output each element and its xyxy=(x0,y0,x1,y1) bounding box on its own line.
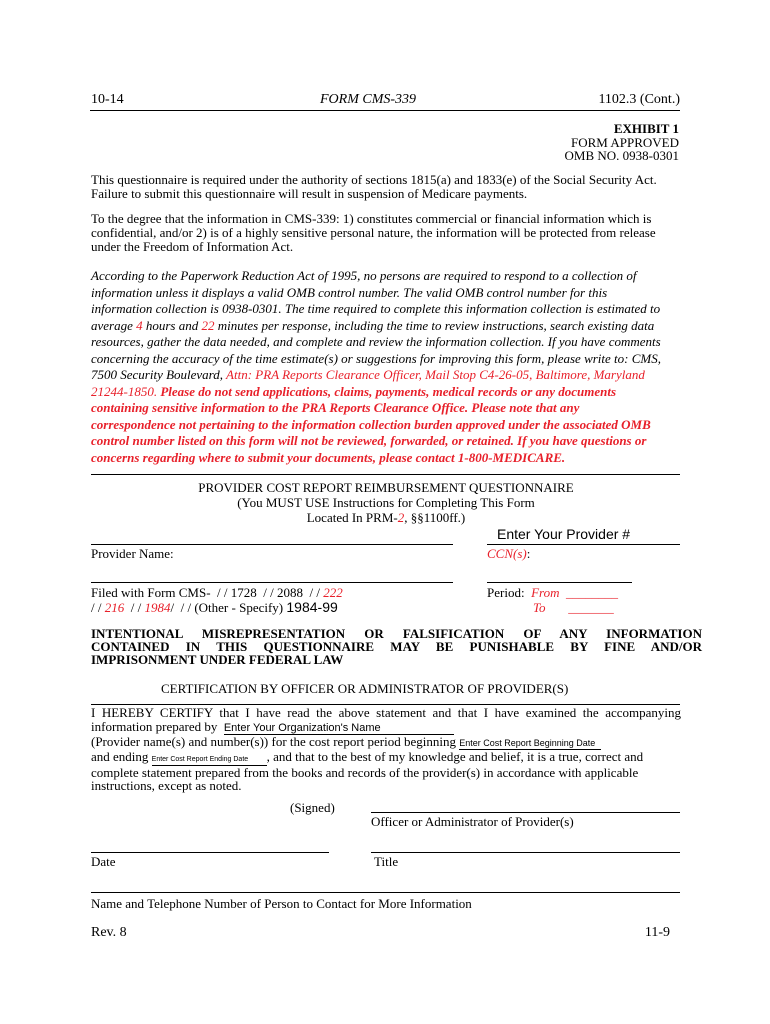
header-left: 10-14 xyxy=(91,92,124,107)
form-216: 216 xyxy=(104,600,125,615)
footer-page: 11-9 xyxy=(644,925,670,940)
pra-line-9: containing sensitive information to the PRA Reports Clearance Office. Please note that any xyxy=(91,400,580,415)
period-to-label: To xyxy=(533,600,546,615)
pra-line-10: correspondence not pertaining to the information collection burden approved under the associated OMB xyxy=(91,416,651,432)
pra-line-2: information unless it displays a valid OMB control number. The valid OMB control number for this xyxy=(91,284,608,300)
confidentiality-line-1: To the degree that the information in CMS-339: 1) constitutes commercial or financial information which is xyxy=(91,211,652,226)
provider-name-line xyxy=(91,544,453,545)
period-top-line xyxy=(487,582,632,583)
checkbox-1728[interactable]: / / xyxy=(217,585,228,600)
warning-statement xyxy=(91,627,702,653)
period-from-input[interactable]: ________ xyxy=(565,585,618,600)
confidentiality-line-3: under the Freedom of Information Act. xyxy=(91,239,294,254)
ccn-label xyxy=(487,546,530,561)
cert-line-4-b: , and that to the best of my knowledge and belief, it is a true, correct and xyxy=(266,748,644,764)
pra-line-5: resources, gather the data needed, and complete and review the information collection. If you have comments xyxy=(91,334,661,349)
cert-line-2-text: information prepared by xyxy=(91,718,218,734)
cert-line-3-text: (Provider name(s) and number(s)) for the cost report period beginning xyxy=(91,733,456,749)
organization-name-input[interactable]: Enter Your Organization's Name xyxy=(224,723,454,735)
cert-line-2 xyxy=(91,720,681,735)
cert-line-5: complete statement prepared from the books and records of the provider(s) in accordance with applicable xyxy=(91,764,639,780)
contact-label: Name and Telephone Number of Person to Contact for More Information xyxy=(91,896,472,911)
filed-label: Filed with Form CMS- xyxy=(91,585,211,600)
filed-line-2: / / 216 / / 1984/ / / (Other - Specify) 1984-99 xyxy=(91,599,338,615)
cert-line-1: I HEREBY CERTIFY that I have read the above statement and that I have examined the accompanying xyxy=(91,705,681,720)
date-line[interactable] xyxy=(91,852,329,853)
form-approved: FORM APPROVED xyxy=(570,135,679,150)
confidentiality-line-2: confidential, and/or 2) is of a highly sensitive personal nature, the information will be protected from release xyxy=(91,225,656,240)
cert-line-6: instructions, except as noted. xyxy=(91,778,242,794)
questionnaire-title: PROVIDER COST REPORT REIMBURSEMENT QUESTIONNAIRE xyxy=(198,480,574,495)
header-rule xyxy=(90,110,680,111)
pra-line-8-b: Please do not send applications, claims, payments, medical records or any documents xyxy=(160,383,617,399)
contact-line[interactable] xyxy=(91,892,680,893)
pra-line-8 xyxy=(91,384,681,401)
pra-line-6: concerning the accuracy of the time estimate(s) or suggestions for improving this form, please write to: CMS, xyxy=(91,350,661,366)
pra-divider xyxy=(91,474,680,475)
provider-name-label: Provider Name: xyxy=(91,546,174,561)
pra-paragraph xyxy=(91,268,681,466)
questionnaire-heading xyxy=(91,480,681,525)
form-222: 222 xyxy=(323,585,343,600)
location-suffix: , §§1100ff.) xyxy=(404,510,466,525)
officer-label: Officer or Administrator of Provider(s) xyxy=(371,814,574,829)
pra-line-11: control number listed on this form will not be reviewed, forwarded, or retained. If you have questions or xyxy=(91,433,647,448)
pra-line-4-b: hours and xyxy=(142,317,202,333)
warning-line-2: CONTAINED IN THIS QUESTIONNAIRE MAY BE PUNISHABLE BY FINE AND/OR xyxy=(91,639,702,654)
period-to-row xyxy=(533,600,614,615)
form-1984: 1984 xyxy=(144,600,171,615)
checkbox-2088[interactable]: / / xyxy=(263,585,274,600)
pra-line-3: information collection is 0938-0301. The time required to complete this information collection is estimated to xyxy=(91,301,661,316)
provider-ccn-input[interactable]: Enter Your Provider # xyxy=(497,526,631,542)
checkbox-216[interactable]: / / xyxy=(91,600,102,615)
certification-body xyxy=(91,706,681,793)
other-specify: (Other - Specify) xyxy=(194,600,284,615)
pra-minutes: 22 xyxy=(201,317,215,333)
date-label: Date xyxy=(91,854,116,869)
period-from-label: From xyxy=(531,585,560,600)
other-specify-input[interactable]: 1984-99 xyxy=(286,599,338,615)
ccn-label-text: CCN(s) xyxy=(487,546,527,561)
period-row xyxy=(487,585,618,600)
period-begin-input[interactable]: Enter Cost Report Beginning Date xyxy=(459,738,601,750)
omb-number: OMB NO. 0938-0301 xyxy=(564,148,679,163)
checkbox-1984[interactable]: / / xyxy=(130,600,142,615)
checkbox-other[interactable]: / / xyxy=(180,600,192,615)
header-form-title: FORM CMS-339 xyxy=(320,92,417,107)
warning-line-3: IMPRISONMENT UNDER FEDERAL LAW xyxy=(91,652,344,667)
cert-line-4 xyxy=(91,750,681,766)
title-label: Title xyxy=(374,854,399,869)
pra-line-4-c: minutes per response, including the time to review instructions, search existing data xyxy=(214,317,655,333)
pra-line-4 xyxy=(91,318,681,335)
authority-paragraph xyxy=(91,173,681,201)
pra-line-7 xyxy=(91,367,681,384)
authority-line-2: Failure to submit this questionnaire will result in suspension of Medicare payments. xyxy=(91,186,528,201)
exhibit-title: EXHIBIT 1 xyxy=(613,121,679,136)
pra-line-4-a: average xyxy=(91,317,137,333)
footer-revision: Rev. 8 xyxy=(91,925,127,940)
location-number: 2 xyxy=(397,510,405,525)
pra-line-8-a: 21244-1850. xyxy=(91,383,161,399)
pra-line-7-a: 7500 Security Boulevard, xyxy=(91,367,227,382)
location-prefix: Located In PRM- xyxy=(306,510,398,525)
period-end-input[interactable]: Enter Cost Report Ending Date xyxy=(152,754,267,766)
signed-label: (Signed) xyxy=(290,800,335,815)
period-to-input[interactable]: _______ xyxy=(568,600,614,615)
form-2088: 2088 xyxy=(277,585,304,600)
officer-signature-line[interactable] xyxy=(371,812,680,813)
header-right: 1102.3 (Cont.) xyxy=(598,92,680,107)
ccn-colon: : xyxy=(526,546,531,561)
filed-top-line xyxy=(91,582,453,583)
questionnaire-instructions: (You MUST USE Instructions for Completing This Form xyxy=(237,495,535,510)
questionnaire-location xyxy=(91,510,681,525)
certification-title: CERTIFICATION BY OFFICER OR ADMINISTRATOR OF PROVIDER(S) xyxy=(161,681,569,696)
confidentiality-paragraph xyxy=(91,212,681,254)
filed-line-1 xyxy=(91,585,343,600)
period-label: Period: xyxy=(487,585,525,600)
cert-line-4-a: and ending xyxy=(91,748,149,764)
warning-line-1: INTENTIONAL MISREPRESENTATION OR FALSIFICATION OF ANY INFORMATION xyxy=(91,626,702,641)
pra-line-12: concerns regarding where to submit your documents, please contact 1-800-MEDICARE. xyxy=(91,449,566,465)
form-1728: 1728 xyxy=(230,585,257,600)
cert-line-3 xyxy=(91,735,681,750)
title-line[interactable] xyxy=(371,852,680,853)
ccn-line xyxy=(487,544,680,545)
pra-line-7-b: Attn: PRA Reports Clearance Officer, Mail Stop C4-26-05, Baltimore, Maryland xyxy=(226,367,645,382)
pra-hours: 4 xyxy=(136,317,143,333)
checkbox-222[interactable]: / / xyxy=(309,585,320,600)
authority-line-1: This questionnaire is required under the authority of sections 1815(a) and 1833(e) of the Social Security Act. xyxy=(91,172,657,187)
pra-line-1: According to the Paperwork Reduction Act of 1995, no persons are required to respond to a collection of xyxy=(91,268,637,283)
